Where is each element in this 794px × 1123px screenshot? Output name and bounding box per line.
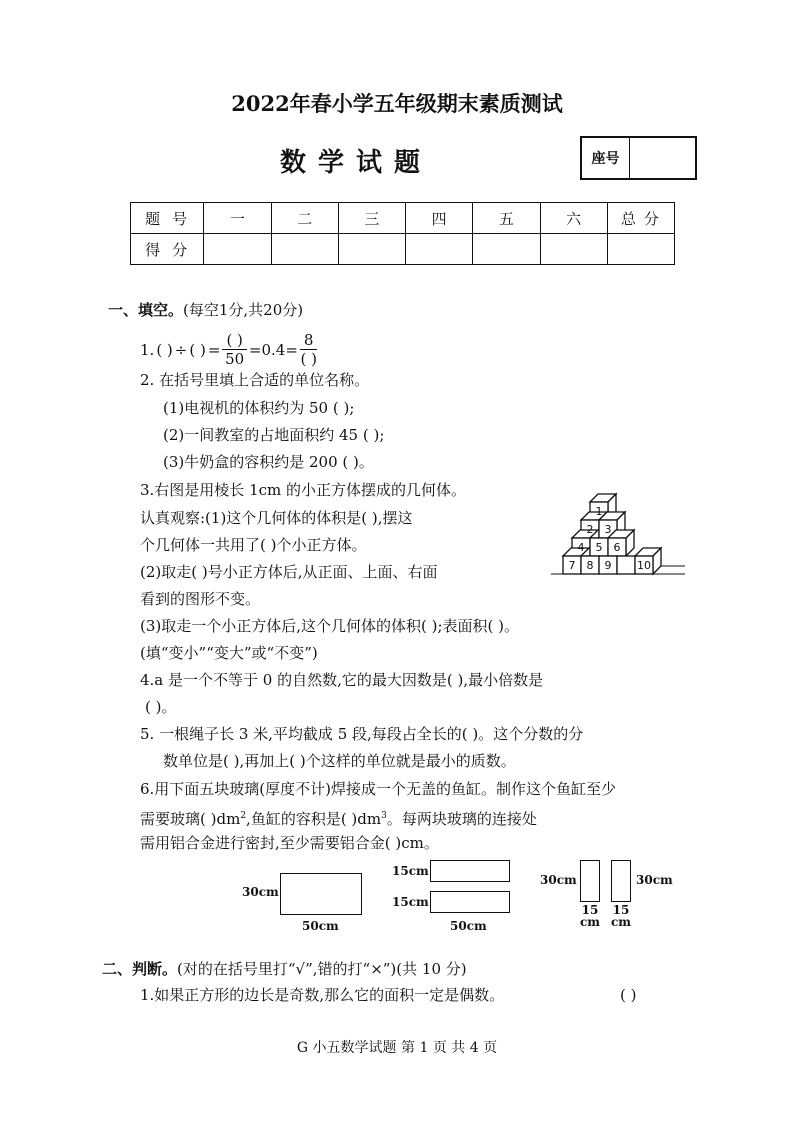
question-1-3-line2: 认真观察:(1)这个几何体的体积是( ),摆这 <box>140 509 413 527</box>
question-2-1-answer-blank[interactable]: ( ) <box>620 986 637 1004</box>
col-header: 三 <box>338 203 405 234</box>
score-cell[interactable] <box>540 234 607 265</box>
cube-pyramid-figure <box>545 490 695 600</box>
glass2-width-label: 50cm <box>450 919 487 933</box>
score-cell[interactable] <box>473 234 540 265</box>
cube-label: 1 <box>595 505 603 518</box>
question-1-5-line1: 5. 一根绳子长 3 米,平均截成 5 段,每段占全长的( )。这个分数的分 <box>140 725 584 743</box>
glass3-width-right-num: 15 <box>612 903 630 917</box>
score-cell[interactable] <box>607 234 674 265</box>
q1-blank-2[interactable]: ( ) <box>189 340 206 359</box>
col-header: 五 <box>473 203 540 234</box>
q1-divide: ÷ <box>174 340 188 359</box>
section1-title: 一、填空。 <box>108 301 184 319</box>
col-header: 六 <box>540 203 607 234</box>
question-1-2-c: (3)牛奶盒的容积约是 200 ( )。 <box>163 453 374 471</box>
cube-label: 9 <box>604 559 612 572</box>
question-1-5-line2: 数单位是( ),再加上( )个这样的单位就是最小的质数。 <box>163 752 516 770</box>
question-1-3-line5: 看到的图形不变。 <box>140 590 261 608</box>
q1-equals: = <box>207 340 221 359</box>
q6-tail: 。每两块玻璃的连接处 <box>386 810 537 828</box>
cube-label: 5 <box>595 541 603 554</box>
q6-sup-3: 3 <box>381 811 387 821</box>
q1-fraction-2-numerator: 8 <box>300 331 318 350</box>
exam-title: 2022年春小学五年级期末素质测试 <box>231 91 563 116</box>
q6-volume: ,鱼缸的容积是( )dm <box>246 810 382 828</box>
question-1-3-line1: 3.右图是用棱长 1cm 的小正方体摆成的几何体。 <box>140 481 467 499</box>
q1-fraction-1-denominator: 50 <box>225 350 245 368</box>
question-1-6-line2 <box>140 806 537 829</box>
question-2-1: 1.如果正方形的边长是奇数,那么它的面积一定是偶数。 <box>140 986 505 1004</box>
q1-fraction-2-denominator[interactable]: ( ) <box>300 350 317 368</box>
glass3-width-left-unit: cm <box>580 915 601 929</box>
question-1-4-line2: ( )。 <box>145 698 177 716</box>
glass3-width-label-right <box>611 904 631 928</box>
subject-title: 数学试题 <box>280 148 433 178</box>
q1-number: 1. <box>140 340 155 359</box>
col-header: 四 <box>406 203 473 234</box>
glass3-height-label-left: 30cm <box>540 873 577 887</box>
seat-number-blank[interactable] <box>630 138 695 178</box>
glass-piece-long-side-2 <box>430 891 510 913</box>
seat-number-box <box>580 136 697 180</box>
question-1-2-stem: 2. 在括号里填上合适的单位名称。 <box>140 371 370 389</box>
score-cell[interactable] <box>204 234 271 265</box>
glass-piece-bottom <box>280 873 362 915</box>
cube-extra-front <box>617 556 635 574</box>
question-1-4-line1: 4.a 是一个不等于 0 的自然数,它的最大因数是( ),最小倍数是 <box>140 671 544 689</box>
q1-fraction-1-numerator[interactable]: ( ) <box>222 331 246 350</box>
question-1-6-line1: 6.用下面五块玻璃(厚度不计)焊接成一个无盖的鱼缸。制作这个鱼缸至少 <box>140 780 617 798</box>
score-table-header-row <box>131 203 675 234</box>
glass-piece-short-side-1 <box>580 860 600 902</box>
cube-label: 8 <box>586 559 594 572</box>
cube-label: 3 <box>604 523 612 536</box>
question-1-3-line4: (2)取走( )号小正方体后,从正面、上面、右面 <box>140 563 438 581</box>
score-table <box>130 202 675 265</box>
question-1-3-line3: 个几何体一共用了( )个小正方体。 <box>140 536 367 554</box>
row-header-score: 得分 <box>131 234 204 265</box>
question-1-3-line6: (3)取走一个小正方体后,这个几何体的体积( );表面积( )。 <box>140 617 520 635</box>
col-header: 总分 <box>607 203 674 234</box>
section2-note: (对的在括号里打“√”,错的打“×”)(共 10 分) <box>177 960 467 978</box>
glass3-width-label-left <box>580 904 600 928</box>
score-cell[interactable] <box>406 234 473 265</box>
score-cell[interactable] <box>271 234 338 265</box>
row-header-question: 题号 <box>131 203 204 234</box>
q1-fraction-1 <box>222 331 246 368</box>
section1-heading <box>108 299 303 320</box>
score-cell[interactable] <box>338 234 405 265</box>
question-1-3-line7: (填“变小”“变大”或“不变”) <box>140 644 318 662</box>
col-header: 一 <box>204 203 271 234</box>
glass3-width-right-unit: cm <box>611 915 632 929</box>
glass-piece-long-side-1 <box>430 860 510 882</box>
seat-label: 座号 <box>582 138 630 178</box>
cube-label: 10 <box>637 559 651 572</box>
page-footer: G 小五数学试题 第 1 页 共 4 页 <box>296 1040 498 1056</box>
col-header: 二 <box>271 203 338 234</box>
glass1-width-label: 50cm <box>302 919 339 933</box>
question-1-6-line3: 需用铝合金进行密封,至少需要铝合金( )cm。 <box>140 834 439 852</box>
glass2-height-label-bottom: 15cm <box>392 895 429 909</box>
q1-fraction-2 <box>300 331 318 368</box>
q1-blank-1[interactable]: ( ) <box>156 340 173 359</box>
cube-label: 6 <box>613 541 621 554</box>
glass2-height-label-top: 15cm <box>392 864 429 878</box>
question-1-2-a: (1)电视机的体积约为 50 ( ); <box>163 399 355 417</box>
section1-note: (每空1分,共20分) <box>183 301 304 319</box>
section2-heading <box>102 958 467 979</box>
cube-label: 4 <box>577 541 585 554</box>
glass3-width-left-num: 15 <box>581 903 599 917</box>
cube-label: 7 <box>568 559 576 572</box>
section2-title: 二、判断。 <box>102 960 178 978</box>
q1-equals-decimal: =0.4= <box>248 340 298 359</box>
q6-sup-2: 2 <box>240 811 247 821</box>
score-table-score-row <box>131 234 675 265</box>
glass3-height-label-right: 30cm <box>636 873 673 887</box>
cube-label: 2 <box>586 523 594 536</box>
question-1-1 <box>140 331 317 368</box>
question-1-2-b: (2)一间教室的占地面积约 45 ( ); <box>163 426 385 444</box>
glass1-height-label: 30cm <box>242 885 279 899</box>
q6-glass-area: 需要玻璃( )dm <box>140 810 241 828</box>
glass-piece-short-side-2 <box>611 860 631 902</box>
